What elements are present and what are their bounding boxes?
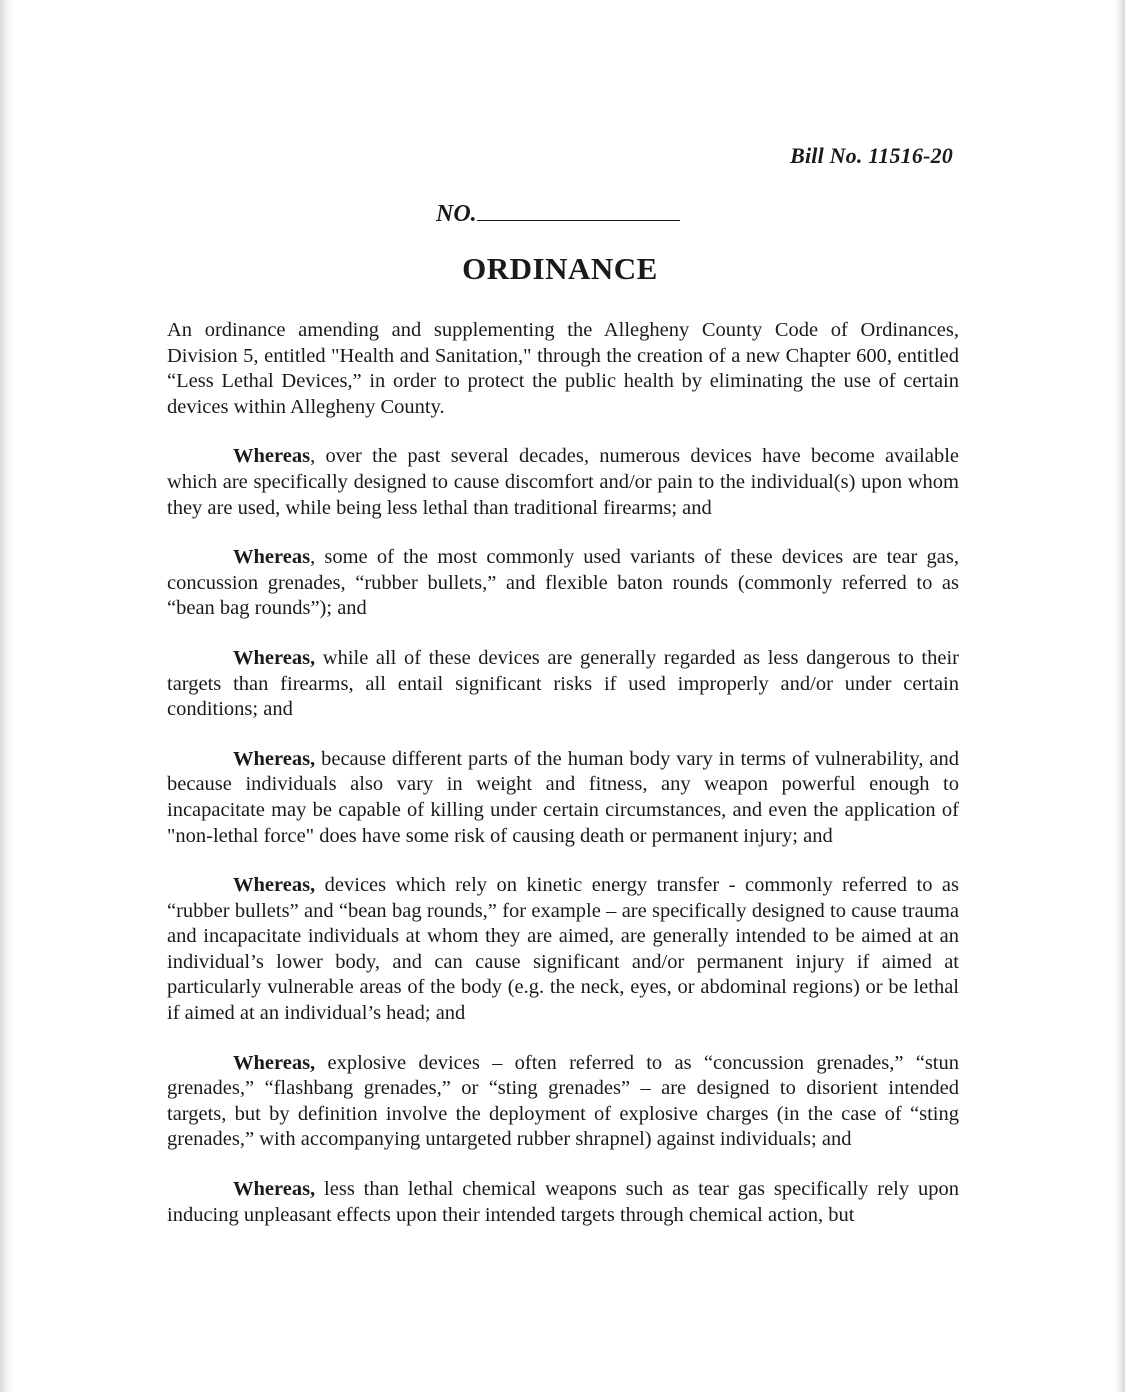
document-title: ORDINANCE	[462, 251, 658, 286]
whereas-keyword: Whereas,	[233, 1051, 316, 1074]
whereas-keyword: Whereas,	[233, 646, 316, 669]
whereas-paragraph-6	[167, 1051, 959, 1153]
whereas-paragraph-2	[167, 545, 959, 622]
page-edge-left	[0, 0, 14, 1392]
whereas-keyword: Whereas	[233, 546, 311, 569]
whereas-paragraph-4	[167, 747, 959, 849]
ordinance-number-label: NO.	[436, 201, 477, 227]
whereas-keyword: Whereas,	[233, 1178, 316, 1201]
whereas-paragraph-7	[167, 1177, 959, 1228]
whereas-keyword: Whereas	[233, 445, 311, 468]
whereas-paragraph-1	[167, 444, 959, 521]
page-edge-right	[1113, 0, 1125, 1392]
ordinance-number-line	[436, 200, 680, 228]
whereas-text: explosive devices – often referred to as “concussion grenades,” “stun grenades,” “flashbang grenades,” or “sting grenades” – are designed to disorient intended targets, but by definition involve the deployment of explosive charges (in the case of “sting grenades,” with accompanying untargeted rubber shrapnel) against individuals; and	[167, 1051, 959, 1151]
intro-paragraph: An ordinance amending and supplementing the Allegheny County Code of Ordinances, Division 5, entitled "Health and Sanitation," through the creation of a new Chapter 600, entitled “Less Lethal Devices,” in order to protect the public health by eliminating the use of certain devices within Allegheny County.	[167, 319, 959, 418]
whereas-keyword: Whereas,	[233, 874, 316, 897]
whereas-text: devices which rely on kinetic energy transfer - commonly referred to as “rubber bullets” and “bean bag rounds,” for example – are specifically designed to cause trauma and incapacitate individuals at whom they are aimed, are generally intended to be aimed at an individual’s lower body, and can cause significant and/or permanent injury if aimed at particularly vulnerable areas of the body (e.g. the neck, eyes, or abdominal regions) or be lethal if aimed at an individual’s head; and	[167, 874, 959, 1025]
whereas-text: because different parts of the human body vary in terms of vulnerability, and because individuals also vary in weight and fitness, any weapon powerful enough to incapacitate may be capable of killing under certain circumstances, and even the application of "non-lethal force" does have some risk of causing death or permanent injury; and	[167, 747, 959, 847]
document-body	[167, 318, 959, 1252]
whereas-text: while all of these devices are generally regarded as less dangerous to their targets than firearms, all entail significant risks if used improperly and/or under certain conditions; and	[167, 646, 959, 721]
document-page	[14, 0, 1113, 1392]
ordinance-number-blank	[477, 200, 680, 221]
whereas-paragraph-3	[167, 646, 959, 723]
whereas-text: less than lethal chemical weapons such as tear gas specifically rely upon inducing unpleasant effects upon their intended targets through chemical action, but	[167, 1178, 959, 1226]
whereas-keyword: Whereas,	[233, 747, 316, 770]
whereas-text: , over the past several decades, numerous devices have become available which are specifically designed to cause discomfort and/or pain to the individual(s) upon whom they are used, while being less lethal than traditional firearms; and	[167, 445, 959, 519]
bill-number: Bill No. 11516-20	[790, 143, 953, 168]
whereas-paragraph-5	[167, 873, 959, 1027]
whereas-text: , some of the most commonly used variants of these devices are tear gas, concussion grenades, “rubber bullets,” and flexible baton rounds (commonly referred to as “bean bag rounds”); and	[167, 546, 959, 620]
